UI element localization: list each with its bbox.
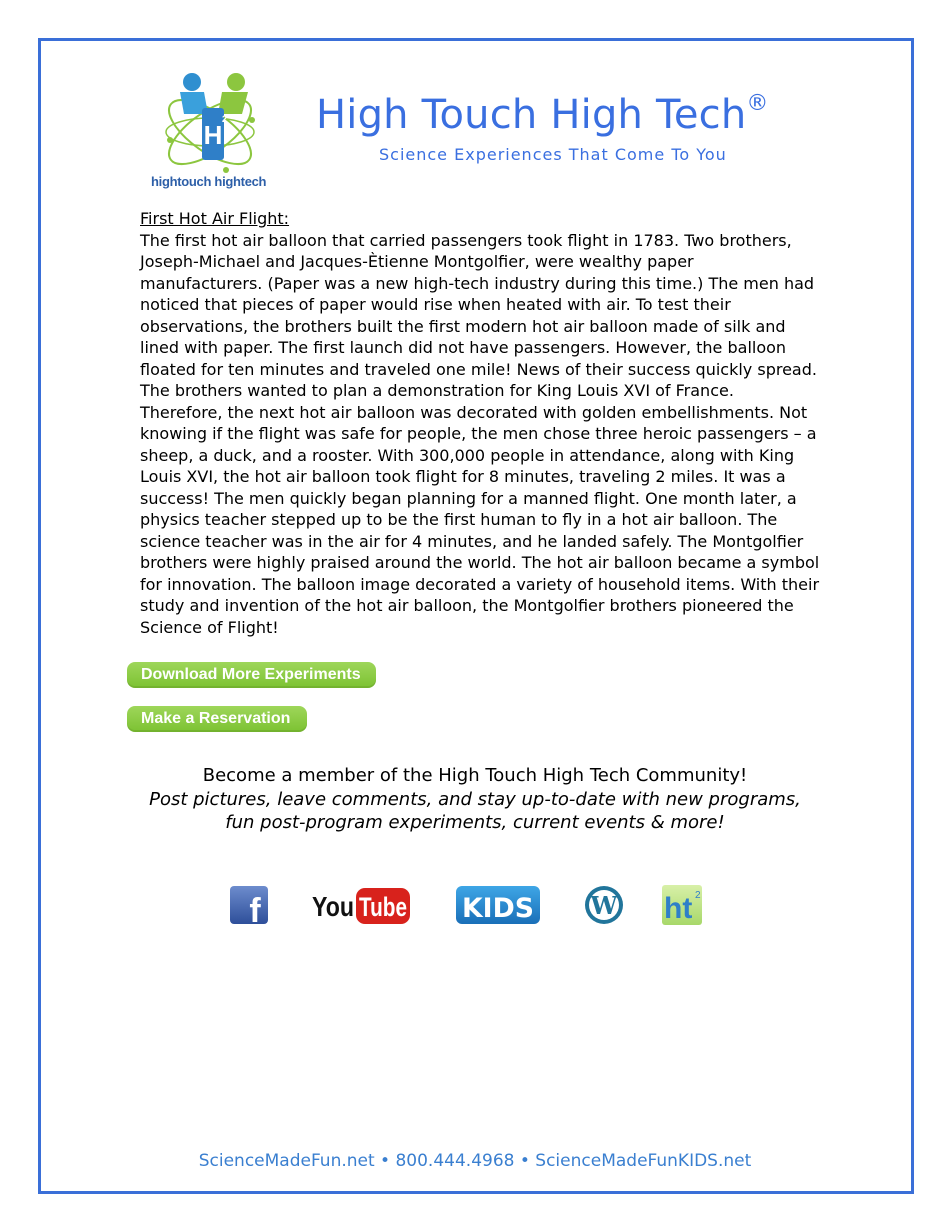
wordpress-glyph: W xyxy=(590,891,618,920)
footer-contact: ScienceMadeFun.net • 800.444.4968 • ScienceMadeFunKIDS.net xyxy=(198,1151,752,1171)
kids-label: KIDS xyxy=(462,893,534,924)
community-line-1: Post pictures, leave comments, and stay up-to-date with new programs, xyxy=(149,788,801,810)
registered-mark: ® xyxy=(746,90,769,116)
youtube-tube: Tube xyxy=(359,892,407,922)
article-body: The first hot air balloon that carried passengers took flight in 1783. Two brothers, Joseph-Michael and Jacques-Ètienne Montgolfier, were wealthy paper manufacturers. (Paper was a new high-tech industry during this time.) The men had noticed that pieces of paper would rise when heated with air. To test their observations, the brothers built the first modern hot air balloon made of silk and lined with paper. The first launch did not have passengers. However, the balloon floated for ten minutes and traveled one mile! News of their success quickly spread. The brothers wanted to plan a demonstration for King Louis XVI of France. Therefore, the next hot air balloon was decorated with golden embellishments. Not knowing if the flight was safe for people, the men chose three heroic passengers – a sheep, a duck, and a rooster. With 300,000 people in attendance, along with King Louis XVI, the hot air balloon took flight for 8 minutes, traveling 2 miles. It was a success! The men quickly began planning for a manned flight. One month later, a physics teacher stepped up to be the first human to fly in a hot air balloon. The science teacher was in the air for 4 minutes, and he landed safely. The Montgolfier brothers were highly praised around the world. The hot air balloon became a symbol for innovation. The balloon image decorated a variety of household items. With their study and invention of the hot air balloon, the Montgolfier brothers pioneered the Science of Flight! xyxy=(140,230,820,637)
community-headline: Become a member of the High Touch High Tech Community! xyxy=(202,765,748,786)
kids-icon[interactable] xyxy=(455,884,541,926)
community-invite xyxy=(100,764,850,835)
svg-text:H: H xyxy=(203,120,223,150)
facebook-icon[interactable] xyxy=(229,884,269,930)
ht2-icon[interactable] xyxy=(661,884,705,926)
download-experiments-button[interactable]: Download More Experiments xyxy=(127,662,376,688)
svg-text:2: 2 xyxy=(222,114,228,124)
ht2-superscript: 2 xyxy=(695,890,701,901)
site-title: High Touch High Tech® xyxy=(316,90,769,138)
facebook-glyph: f xyxy=(249,892,261,930)
logo-wordmark: hightouch hightech xyxy=(151,174,267,189)
community-line-2: fun post-program experiments, current events & more! xyxy=(225,812,725,833)
youtube-icon[interactable] xyxy=(312,884,410,926)
make-reservation-button[interactable]: Make a Reservation xyxy=(127,706,307,732)
youtube-you: You xyxy=(312,891,354,922)
article xyxy=(140,208,820,638)
article-title: First Hot Air Flight: xyxy=(140,209,290,228)
ht2-label: ht xyxy=(664,892,693,925)
site-tagline: Science Experiences That Come To You xyxy=(379,145,727,164)
wordpress-icon[interactable] xyxy=(583,884,625,926)
